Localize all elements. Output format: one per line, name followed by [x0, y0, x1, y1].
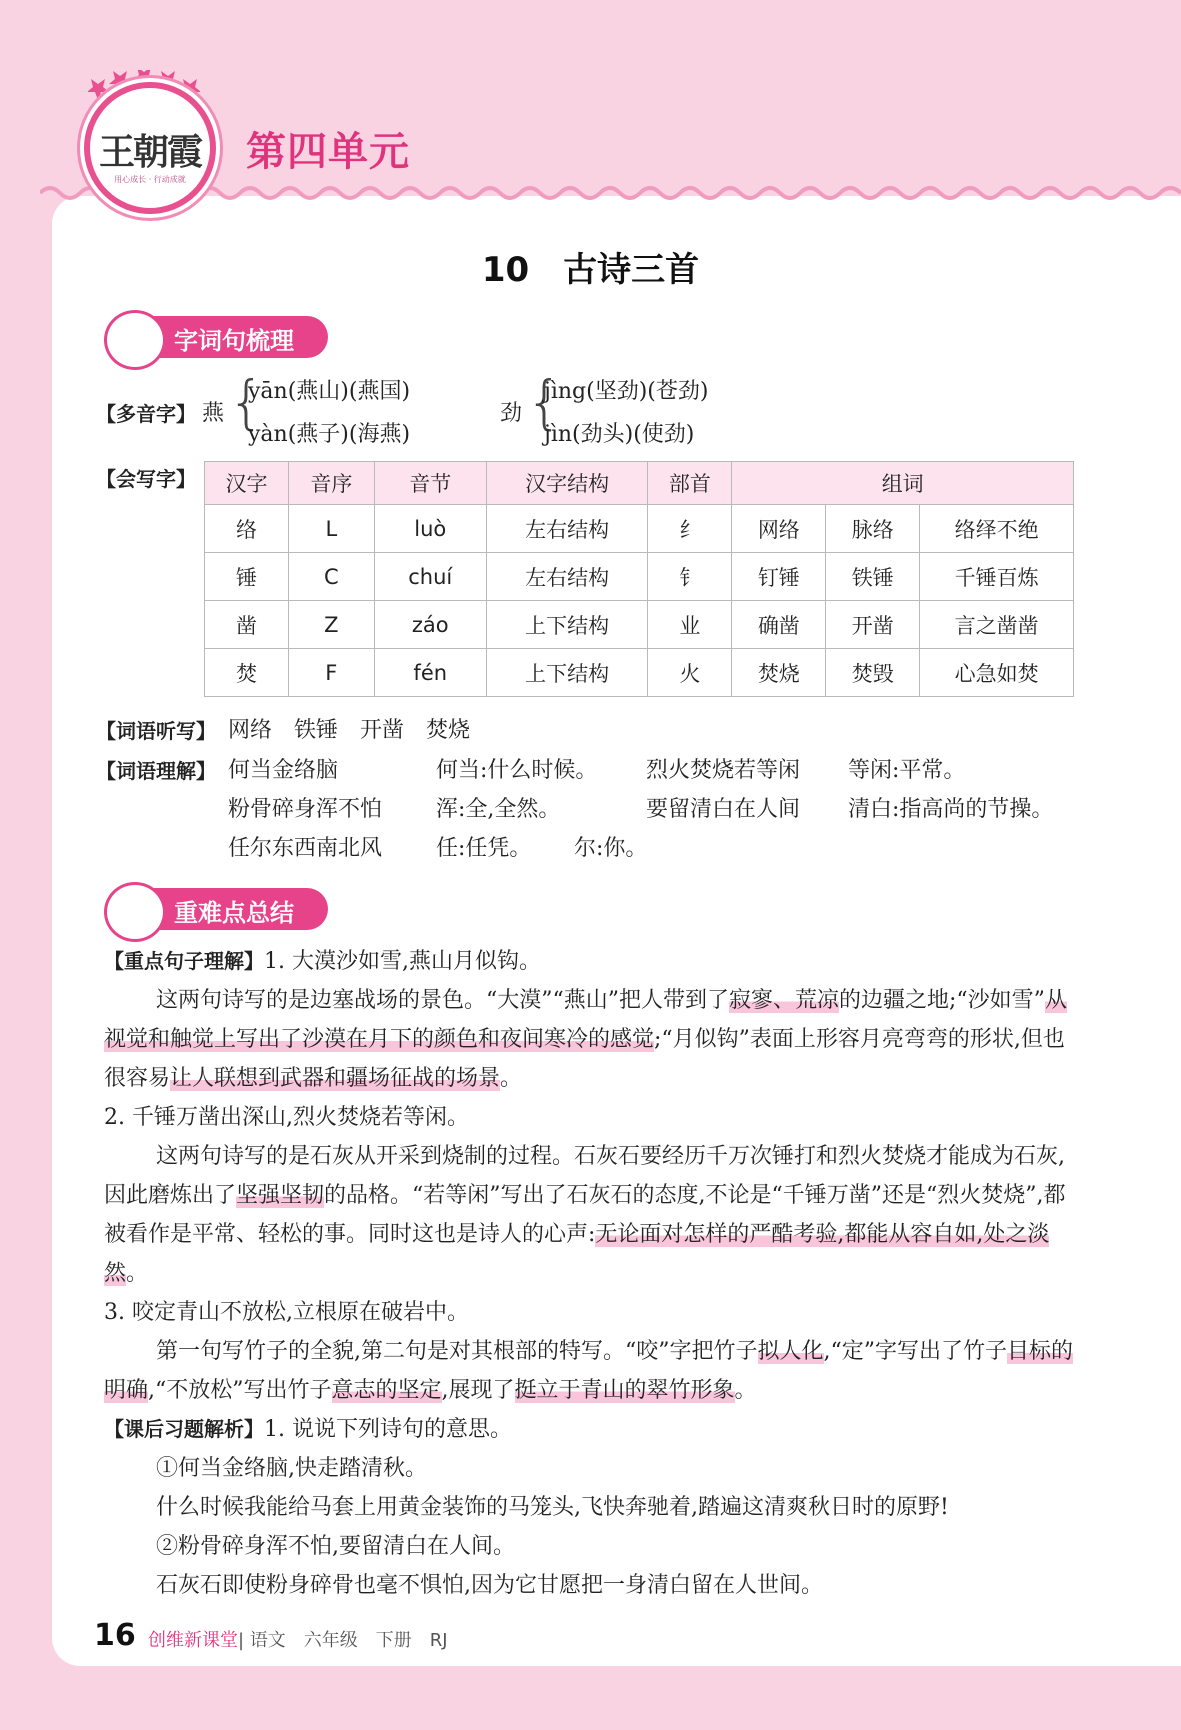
cell: 络: [205, 505, 289, 553]
text-run: ,展现了: [441, 1378, 515, 1403]
cell: 开凿: [826, 601, 920, 649]
polyphonic-char-2: 劲: [500, 401, 523, 426]
mascot-icon: [104, 310, 166, 370]
exercises-label: 【课后习题解析】: [104, 1417, 264, 1441]
polyphonic-reading: yàn(燕子)(海燕): [248, 422, 411, 447]
cell: 纟: [648, 505, 732, 553]
understanding-gloss: 任:任凭。: [436, 836, 532, 861]
exercise-answer: 石灰石即使粉身碎骨也毫不惧怕,因为它甘愿把一身清白留在人世间。: [156, 1573, 823, 1598]
understanding-phrase: 要留清白在人间: [646, 797, 801, 822]
text-run: ,“定”字写出了竹子: [823, 1339, 1008, 1364]
unit-title: 第四单元: [246, 129, 410, 175]
cell: 左右结构: [486, 553, 648, 601]
table-row: [205, 601, 1074, 649]
writing-label: 【会写字】: [96, 467, 196, 491]
sentence-title: 2. 千锤万凿出深山,烈火焚烧若等闲。: [104, 1105, 469, 1130]
text-run: 的边疆之地;“沙如雪”: [839, 988, 1045, 1013]
text-run: 这两句诗写的是石灰从开采到烧制的过程。石灰石要经历千万次锤打和烈火焚烧才能成为石灰,因此磨炼出了: [104, 1144, 1065, 1208]
col-header: 音序: [288, 462, 374, 505]
lesson-title: 10 古诗三首: [481, 250, 700, 290]
cell: 火: [648, 649, 732, 697]
cell: 锤: [205, 553, 289, 601]
key-sentence-2-text: [104, 1137, 1074, 1293]
understanding-gloss: 尔:你。: [574, 836, 648, 861]
cell: 铁锤: [826, 553, 920, 601]
exercise-line: ①何当金络脑,快走踏清秋。: [156, 1456, 427, 1481]
section-tag-key: [104, 888, 330, 930]
cell: záo: [374, 601, 486, 649]
col-header: 汉字: [205, 462, 289, 505]
cell: 凿: [205, 601, 289, 649]
cell: 钉锤: [732, 553, 826, 601]
highlight: 挺立于青山的翠竹形象: [514, 1378, 735, 1403]
exercise-question: 1. 说说下列诗句的意思。: [264, 1417, 512, 1442]
understanding-phrase: 粉骨碎身浑不怕: [228, 797, 383, 822]
wavy-border: [40, 180, 1181, 206]
sentence-title: 1. 大漠沙如雪,燕山月似钩。: [264, 949, 541, 974]
cell: 脉络: [826, 505, 920, 553]
highlight: 无论面对怎样的严酷考验,都能从容自如,处之淡然: [104, 1222, 1050, 1286]
brace-icon: {: [228, 368, 265, 436]
footer-brand: [148, 1626, 448, 1652]
cell: 焚毁: [826, 649, 920, 697]
brand-logo: [84, 82, 216, 214]
key-points-label: 【重点句子理解】: [104, 949, 264, 973]
polyphonic-char-1: 燕: [202, 401, 225, 426]
cell: 焚烧: [732, 649, 826, 697]
cell: 钅: [648, 553, 732, 601]
text-run: 的品格。“若等闲”写出了石灰石的态度,不论是“千锤万凿”还是“烈火焚烧”,都被看作是平常、轻松的事。同时这也是诗人的心声:: [104, 1183, 1066, 1247]
section-tag-vocab: [104, 316, 330, 358]
cell: 言之凿凿: [920, 601, 1074, 649]
exercise-title: [104, 1410, 1074, 1449]
brace-icon: {: [526, 368, 563, 436]
text-run: 。: [734, 1378, 757, 1403]
text-run: 第一句写竹子的全貌,第二句是对其根部的特写。“咬”字把竹子: [156, 1339, 758, 1364]
understanding-gloss: 何当:什么时候。: [436, 758, 598, 783]
col-header: 组词: [732, 462, 1074, 505]
key-sentence-3-text: [104, 1332, 1074, 1410]
dictation-words: 网络 铁锤 开凿 焚烧: [228, 718, 471, 743]
text-run: ;“月似钩”表面上形容月亮弯弯的形状,但也很容易: [104, 1027, 1065, 1091]
page-number: 16: [94, 1618, 136, 1653]
polyphonic-reading: jìng(坚劲)(苍劲): [544, 379, 709, 404]
cell: 业: [648, 601, 732, 649]
dictation-label: 【词语听写】: [96, 719, 216, 743]
understanding-phrase: 烈火焚烧若等闲: [646, 758, 801, 783]
cell: F: [288, 649, 374, 697]
col-header: 部首: [648, 462, 732, 505]
cell: 心急如焚: [920, 649, 1074, 697]
table-header-row: [205, 462, 1074, 505]
cell: 千锤百炼: [920, 553, 1074, 601]
logo-subtitle: 用心成长 · 行动成就: [114, 175, 186, 184]
cell: 上下结构: [486, 601, 648, 649]
text-run: 。: [126, 1261, 149, 1286]
text-run: 。: [500, 1066, 523, 1091]
text-run: ,“不放松”写出竹子: [148, 1378, 332, 1403]
logo-text: 王朝霞: [98, 131, 201, 173]
cell: fén: [374, 649, 486, 697]
understanding-gloss: 浑:全,全然。: [436, 797, 561, 822]
col-header: 汉字结构: [486, 462, 648, 505]
cell: 络绎不绝: [920, 505, 1074, 553]
writing-table: [204, 461, 1074, 697]
polyphonic-reading: yān(燕山)(燕国): [248, 379, 411, 404]
table-row: [205, 649, 1074, 697]
cell: 焚: [205, 649, 289, 697]
cell: chuí: [374, 553, 486, 601]
polyphonic-label: 【多音字】: [96, 402, 196, 426]
understanding-phrase: 任尔东西南北风: [228, 836, 383, 861]
cell: luò: [374, 505, 486, 553]
table-row: [205, 553, 1074, 601]
highlight: 让人联想到武器和疆场征战的场景: [170, 1066, 501, 1091]
exercise-line: ②粉骨碎身浑不怕,要留清白在人间。: [156, 1534, 515, 1559]
book-meta: | 语文 六年级 下册 RJ: [238, 1630, 448, 1651]
col-header: 音节: [374, 462, 486, 505]
understanding-phrase: 何当金络脑: [228, 758, 339, 783]
understanding-gloss: 清白:指高尚的节操。: [848, 797, 1054, 822]
cell: 网络: [732, 505, 826, 553]
sentence-title: 3. 咬定青山不放松,立根原在破岩中。: [104, 1300, 469, 1325]
key-sentence-1-title: [104, 942, 1074, 981]
highlight: 坚强坚韧: [236, 1183, 325, 1208]
cell: Z: [288, 601, 374, 649]
polyphonic-reading: jìn(劲头)(使劲): [544, 422, 695, 447]
text-run: 这两句诗写的是边塞战场的景色。“大漠”“燕山”把人带到了: [156, 988, 729, 1013]
section-label: 字词句梳理: [174, 327, 294, 355]
highlight: 意志的坚定: [331, 1378, 442, 1403]
understanding-label: 【词语理解】: [96, 759, 216, 783]
highlight: 目标的明确: [104, 1339, 1074, 1403]
table-row: [205, 505, 1074, 553]
cell: C: [288, 553, 374, 601]
highlight: 寂寥、荒凉: [729, 988, 840, 1013]
cell: 确凿: [732, 601, 826, 649]
cell: L: [288, 505, 374, 553]
section-label: 重难点总结: [174, 899, 294, 927]
understanding-gloss: 等闲:平常。: [848, 758, 966, 783]
brand-name: 创维新课堂: [148, 1630, 238, 1651]
exercise-answer: 什么时候我能给马套上用黄金装饰的马笼头,飞快奔驰着,踏遍这清爽秋日时的原野!: [156, 1495, 949, 1520]
cell: 左右结构: [486, 505, 648, 553]
highlight: 拟人化: [757, 1339, 824, 1364]
highlight: 从视觉和触觉上写出了沙漠在月下的颜色和夜间寒冷的感觉: [104, 988, 1067, 1052]
key-sentence-1-text: [104, 981, 1074, 1098]
cell: 上下结构: [486, 649, 648, 697]
mascot-icon: [104, 882, 166, 942]
